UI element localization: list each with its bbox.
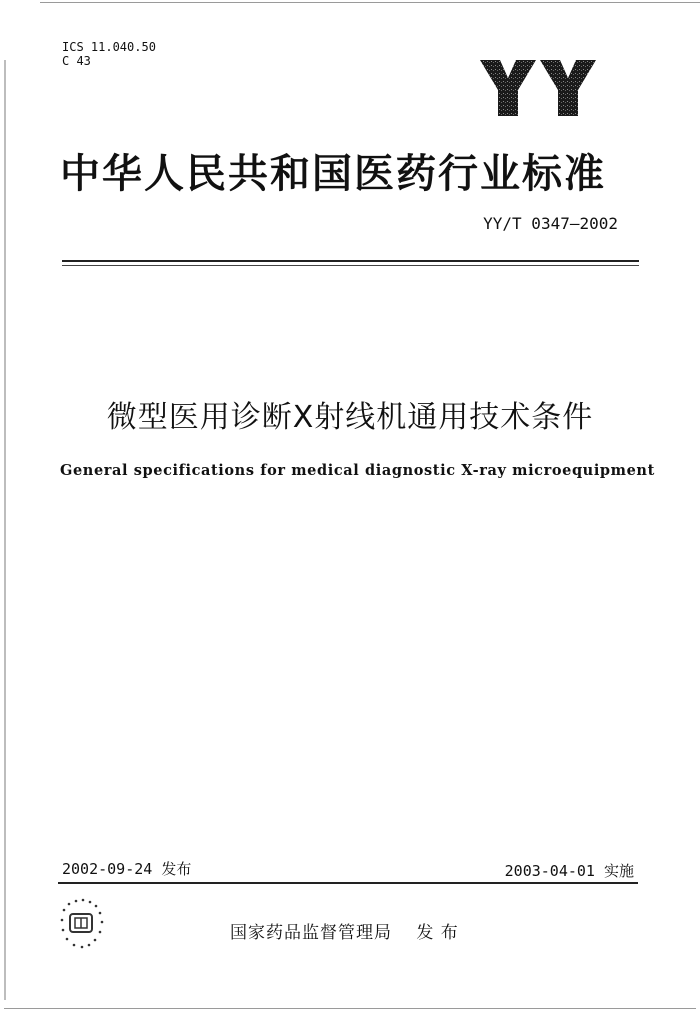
scan-edge-left: [4, 60, 6, 1000]
classification-codes: [62, 40, 156, 68]
issue-date: 2002-09-24 发布: [62, 860, 192, 878]
implementation-date: 2003-04-01 实施: [504, 862, 634, 880]
publisher-seal-icon: [58, 896, 104, 958]
standard-number: YY/T 0347—2002: [483, 214, 618, 233]
document-title-en: General specifications for medical diagnostic X-ray microequipment: [60, 462, 655, 479]
scan-edge-bottom: [4, 1008, 696, 1009]
header-rule: [62, 260, 639, 262]
standard-title: 中华人民共和国医药行业标准: [60, 151, 606, 197]
document-title-cn: 微型医用诊断X射线机通用技术条件: [106, 400, 594, 435]
publisher-line: [230, 918, 459, 943]
publish-label: 发 布: [416, 923, 459, 943]
scan-edge-top: [40, 2, 700, 3]
ccs-code: C 43: [62, 54, 91, 68]
publisher-name: 国家药品监督管理局: [230, 923, 392, 943]
yy-logo: [478, 56, 598, 120]
ics-code: ICS 11.040.50: [62, 40, 156, 54]
header-rule-thin: [62, 265, 639, 266]
footer-rule: [58, 882, 638, 884]
